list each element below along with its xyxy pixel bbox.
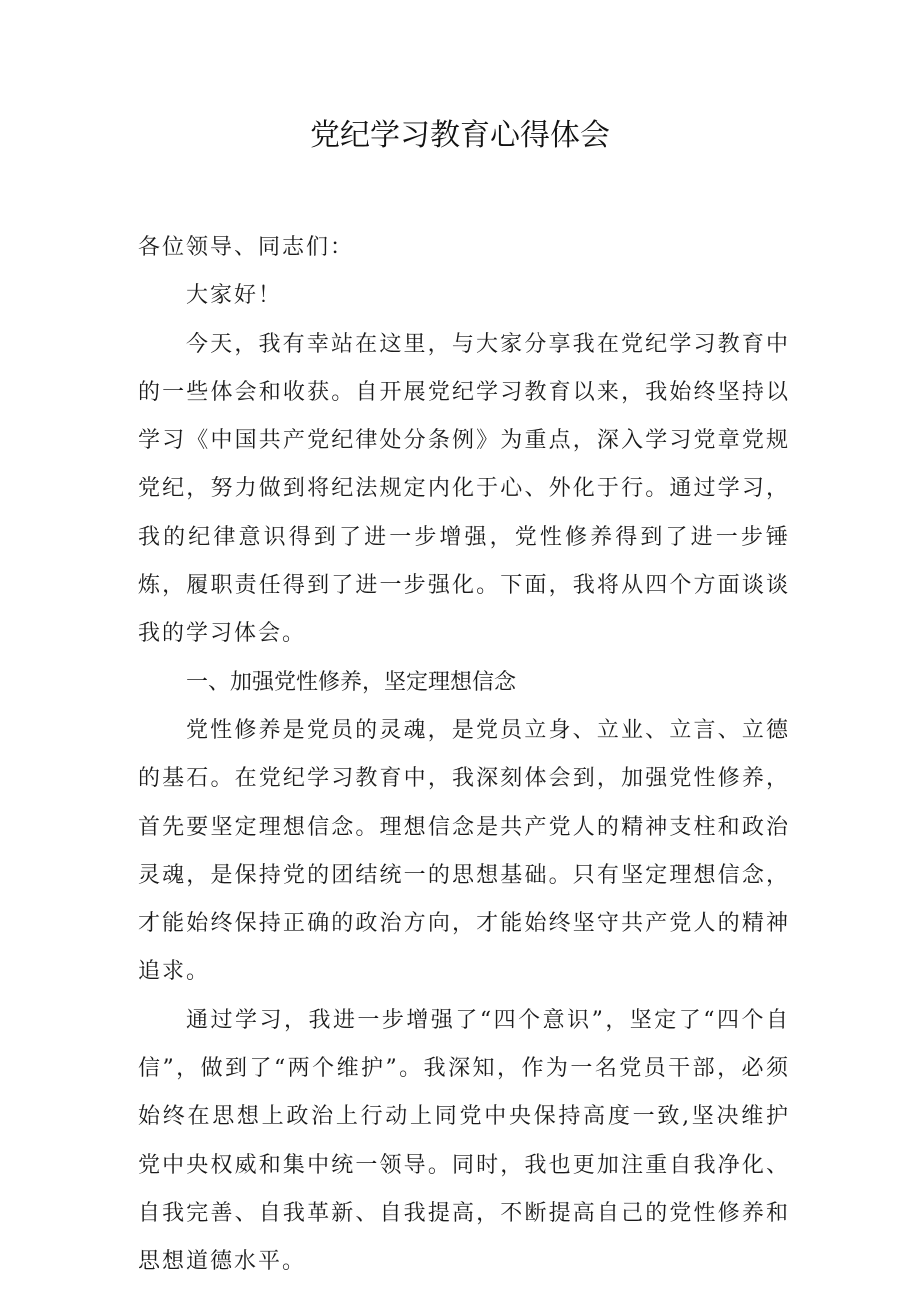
greeting: 大家好！ bbox=[186, 283, 283, 309]
salutation: 各位领导、同志们： bbox=[138, 235, 355, 260]
section-paragraph: 通过学习，我进一步增强了“四个意识”，坚定了“四个自信”，做到了“两个维护”。我深知，作为一名党员干部，必须始终在思想上政治上行动上同党中央保持高度一致,坚决维护党中央权威和集中统一领导。同时，我也更加注重自我净化、自我完善、自我革新、自我提高，不断提高自己的党性修养和思想道德水平。 bbox=[138, 1007, 790, 1275]
document-body bbox=[138, 224, 790, 1287]
intro-paragraph: 今天，我有幸站在这里，与大家分享我在党纪学习教育中的一些体会和收获。自开展党纪学习教育以来，我始终坚持以学习《中国共产党纪律处分条例》为重点，深入学习党章党规党纪，努力做到将纪法规定内化于心、外化于行。通过学习，我的纪律意识得到了进一步增强，党性修养得到了进一步锤炼，履职责任得到了进一步强化。下面，我将从四个方面谈谈我的学习体会。 bbox=[138, 331, 790, 647]
document-title: 党纪学习教育心得体会 bbox=[310, 118, 610, 153]
section-heading: 一、加强党性修养，坚定理想信念 bbox=[186, 669, 517, 695]
section-paragraph: 党性修养是党员的灵魂，是党员立身、立业、立言、立德的基石。在党纪学习教育中，我深刻体会到，加强党性修养，首先要坚定理想信念。理想信念是共产党人的精神支柱和政治灵魂，是保持党的团结统一的思想基础。只有坚定理想信念，才能始终保持正确的政治方向，才能始终坚守共产党人的精神追求。 bbox=[138, 717, 790, 985]
